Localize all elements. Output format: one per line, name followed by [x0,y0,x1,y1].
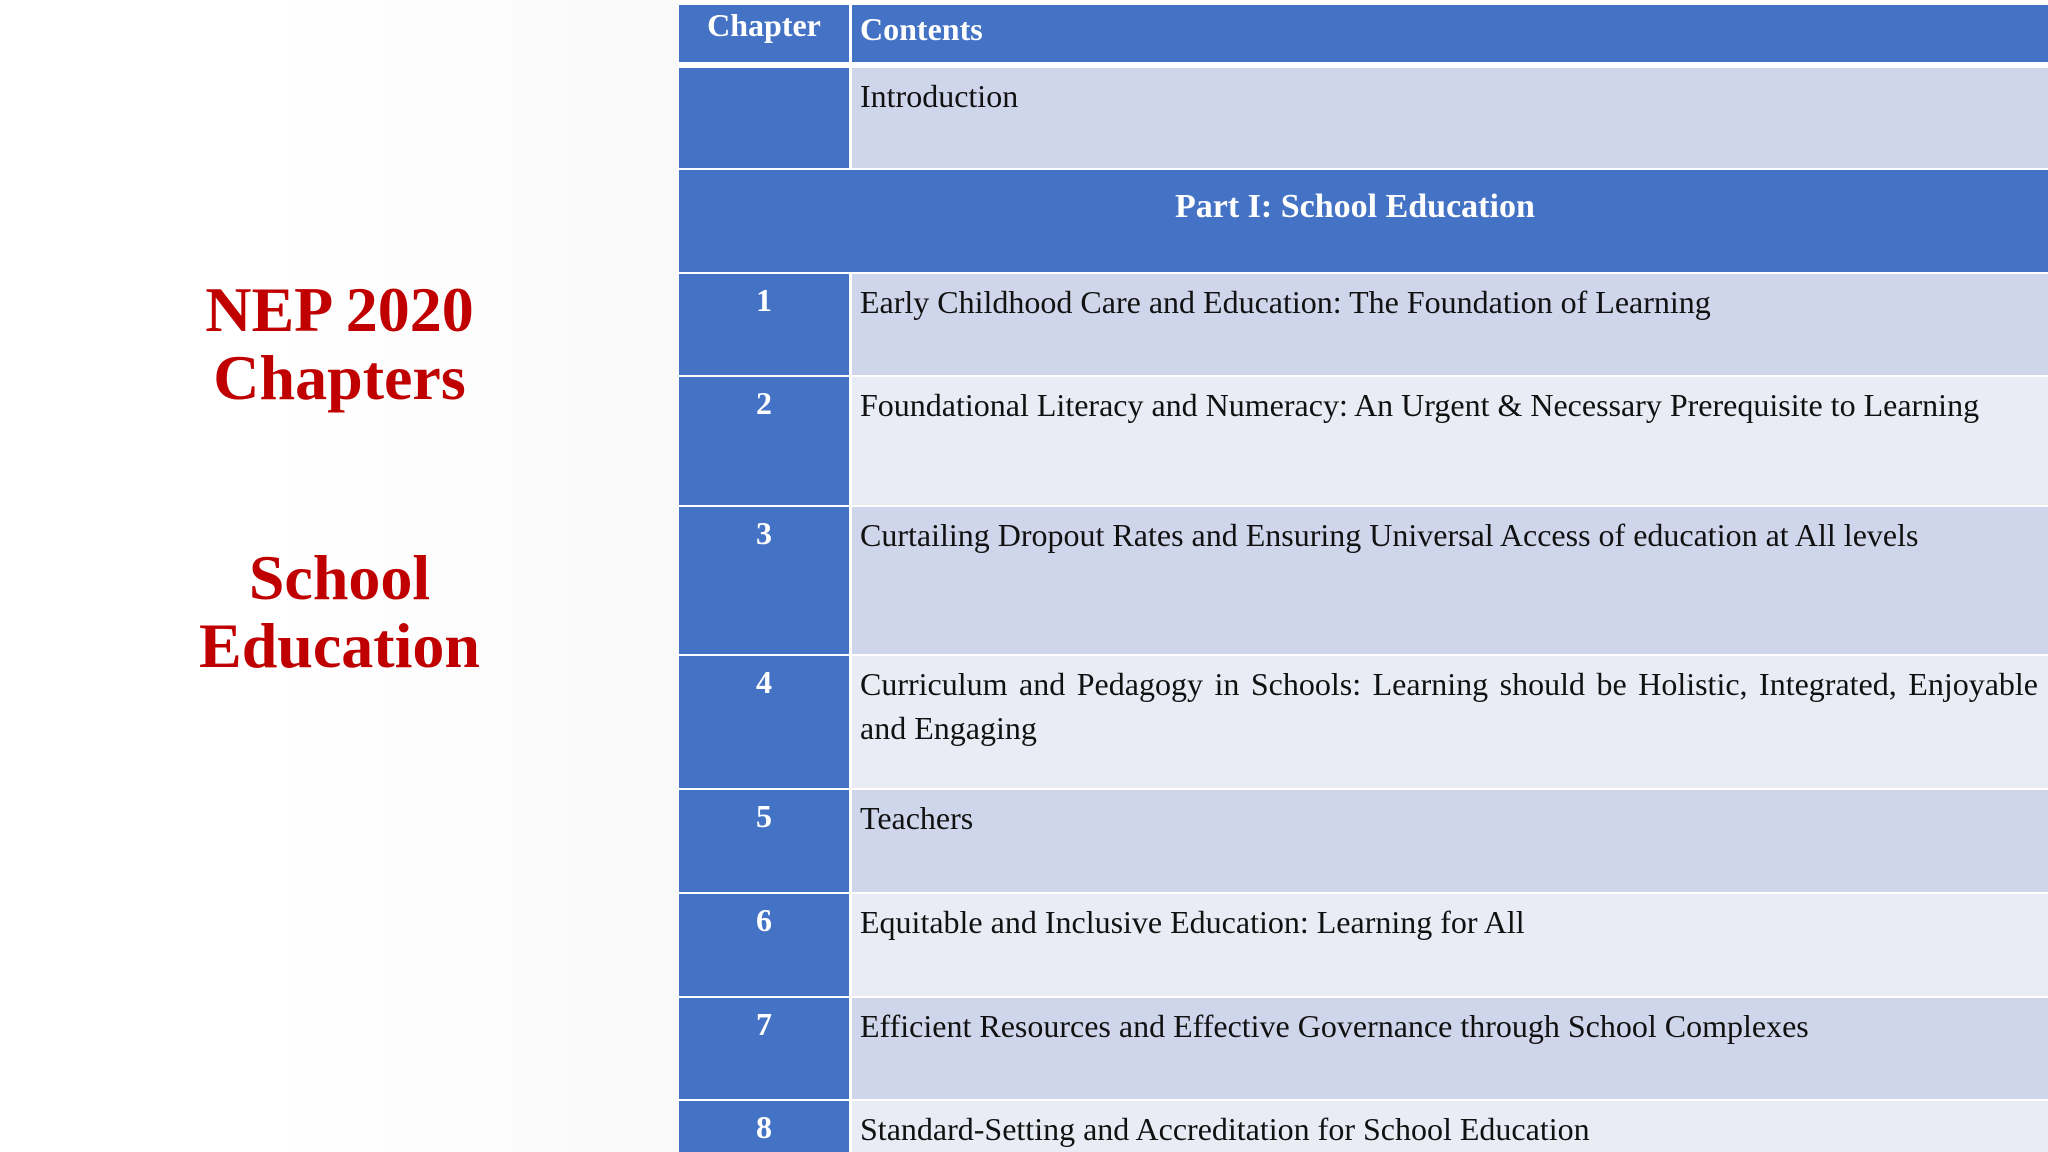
subtitle-line: Education [199,610,480,681]
contents-cell: Foundational Literacy and Numeracy: An Urgent & Necessary Prerequisite to Learning [852,377,2048,505]
table-row [679,894,2048,996]
header-chapter: Chapter [679,5,849,62]
chapter-cell: 2 [679,377,849,505]
chapter-cell: 4 [679,656,849,788]
title-line: Chapters [213,342,466,413]
table-row [679,1101,2048,1152]
slide-subtitle [0,544,679,680]
table-row [679,507,2048,654]
table-row [679,274,2048,375]
chapter-cell: 1 [679,274,849,375]
contents-cell: Teachers [852,790,2048,892]
contents-cell: Early Childhood Care and Education: The Foundation of Learning [852,274,2048,375]
contents-cell: Curtailing Dropout Rates and Ensuring Universal Access of education at All levels [852,507,2048,654]
chapter-cell [679,68,849,168]
table-row [679,998,2048,1099]
table-header-row [679,5,2048,62]
chapter-cell: 6 [679,894,849,996]
contents-cell: Curriculum and Pedagogy in Schools: Learning should be Holistic, Integrated, Enjoyable and Engaging [852,656,2048,788]
chapter-cell: 5 [679,790,849,892]
table-row [679,790,2048,892]
slide-title [0,276,679,412]
chapter-cell: 3 [679,507,849,654]
part-heading-row [679,170,2048,272]
title-line: NEP 2020 [205,274,474,345]
contents-cell: Equitable and Inclusive Education: Learning for All [852,894,2048,996]
chapter-cell: 8 [679,1101,849,1152]
table-row [679,377,2048,505]
subtitle-line: School [248,542,431,613]
contents-cell: Standard-Setting and Accreditation for School Education [852,1101,2048,1152]
contents-cell: Efficient Resources and Effective Governance through School Complexes [852,998,2048,1099]
part-heading: Part I: School Education [1175,188,1535,225]
left-panel [0,0,679,1152]
table-row [679,656,2048,788]
chapter-cell: 7 [679,998,849,1099]
header-contents: Contents [852,5,2048,62]
contents-cell: Introduction [852,68,2048,168]
table-row-intro [679,68,2048,168]
